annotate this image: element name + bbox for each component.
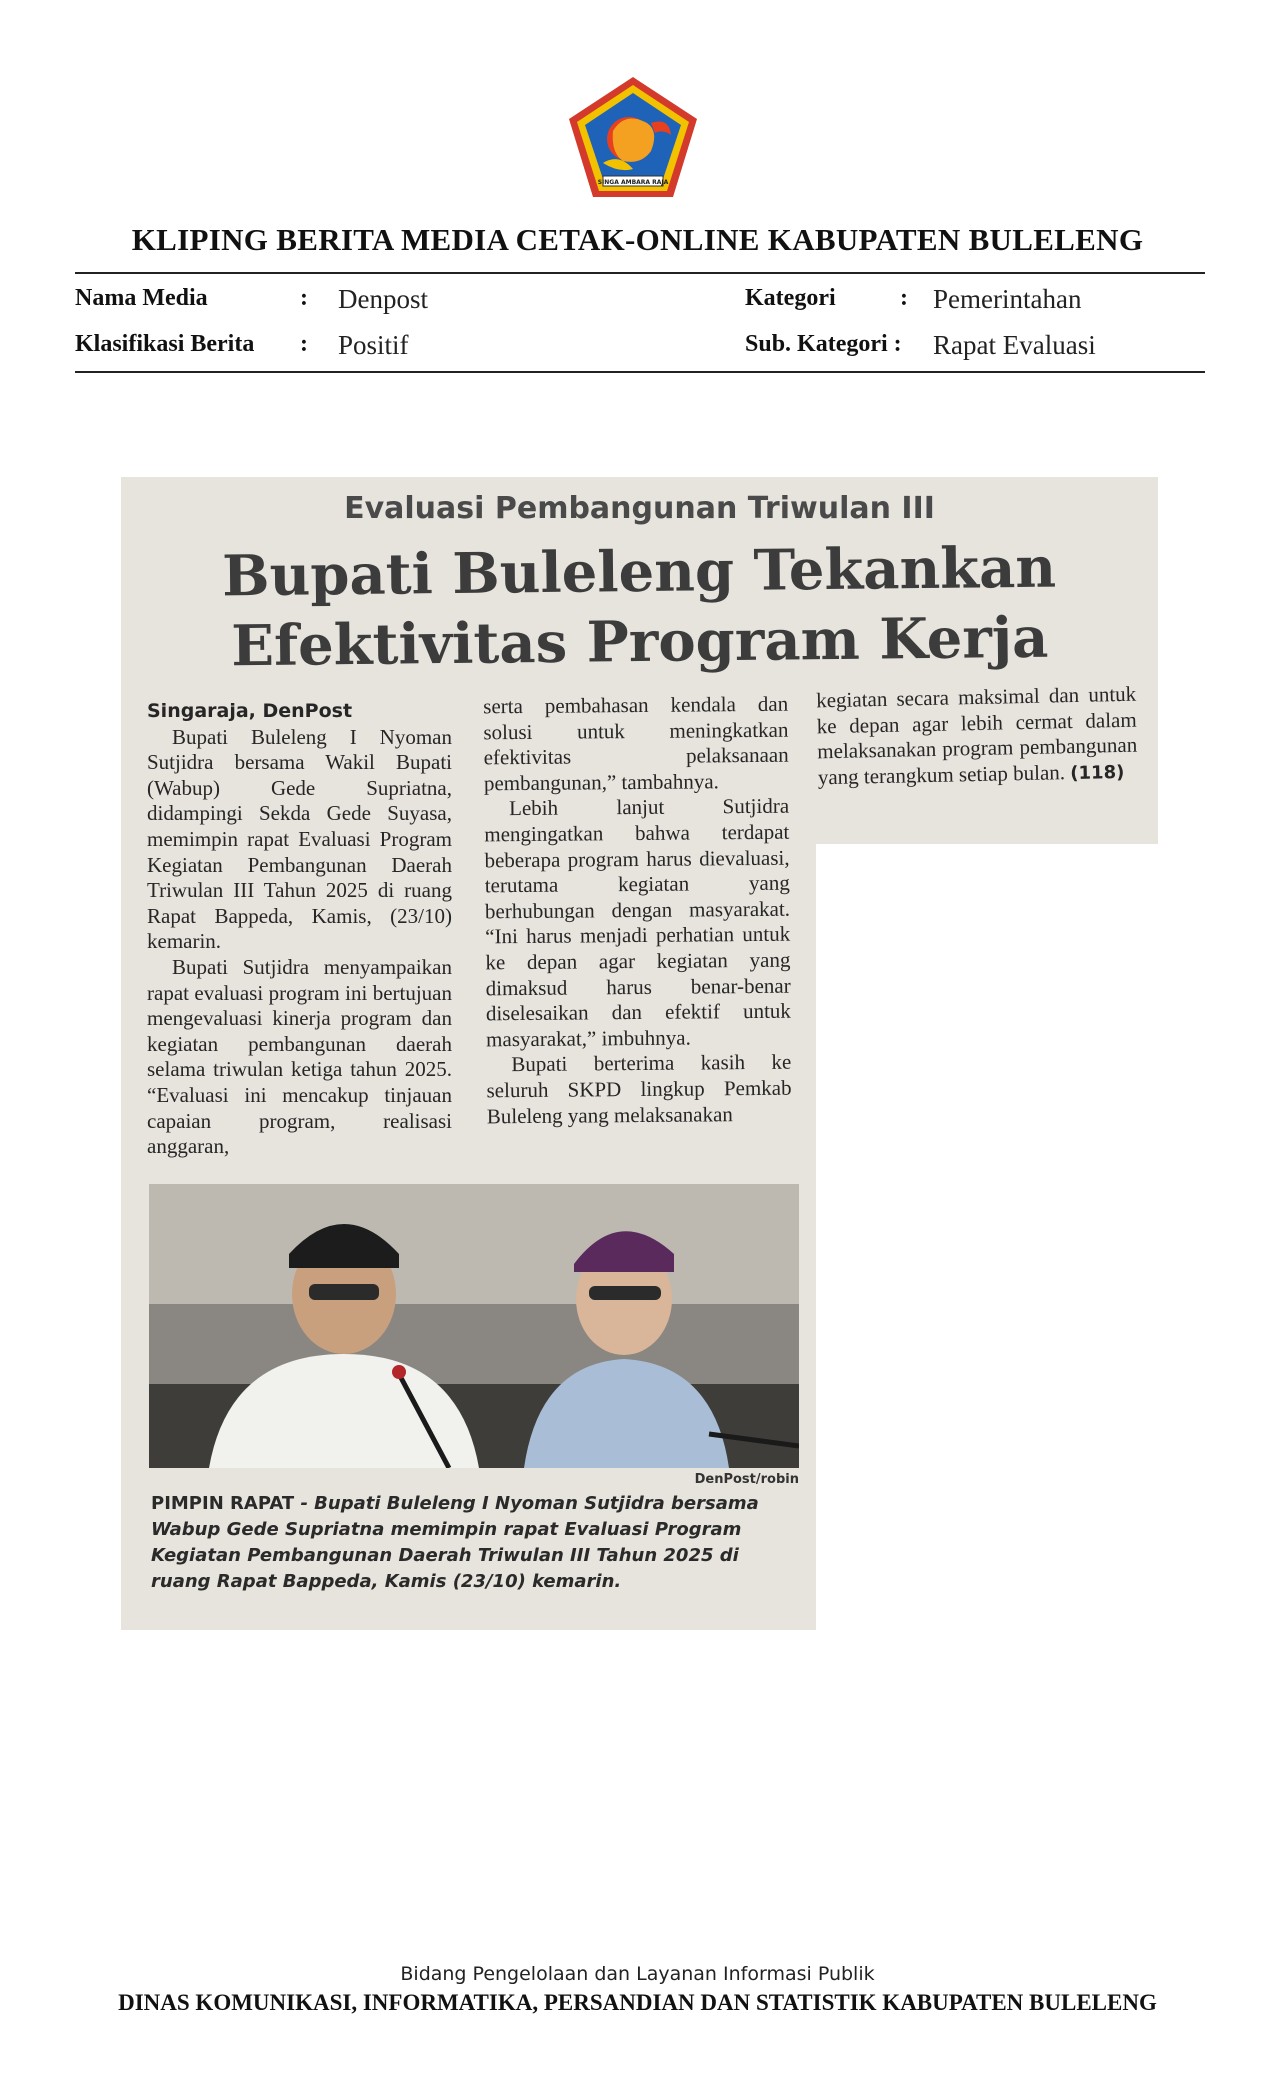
footer-title: DINAS KOMUNIKASI, INFORMATIKA, PERSANDIAN DAN STATISTIK KABUPATEN BULELENG — [118, 1990, 1157, 2015]
kategori-colon: : — [900, 285, 908, 311]
headline-line-1: Bupati Buleleng Tekankan — [221, 534, 1057, 610]
klasifikasi-label: Klasifikasi Berita — [75, 331, 255, 357]
nama-media-value: Denpost — [338, 284, 428, 314]
klasifikasi-value: Positif — [338, 330, 409, 360]
sub-kategori-label: Sub. Kategori : — [745, 331, 902, 357]
article-column-3 — [816, 682, 1138, 792]
article-kicker: Evaluasi Pembangunan Triwulan III — [344, 491, 935, 526]
kategori-value: Pemerintahan — [933, 284, 1082, 314]
crest-motto: SINGA AMBARA RAJA — [597, 179, 669, 186]
page-title: KLIPING BERITA MEDIA CETAK-ONLINE KABUPATEN BULELENG — [131, 222, 1144, 257]
col1-paragraph-1: Bupati Buleleng I Nyoman Sutjidra bersama Wakil Bupati (Wabup) Gede Supriatna, didampingi Sekda Gede Suyasa, memimpin rapat Evaluasi Program Kegiatan Pembangunan Daerah Triwulan III Tahun 2025 di ruang Rapat Bappeda, Kamis, (23/10) kemarin. — [147, 724, 452, 954]
photo-caption — [151, 1491, 801, 1595]
col2-paragraph-1: serta pembahasan kendala dan solusi untuk meningkatkan efektivitas pelaksanaan pembangunan,” tambahnya. — [483, 691, 789, 796]
article-headline — [120, 532, 1158, 683]
klasifikasi-colon: : — [300, 331, 308, 357]
meeting-photo — [149, 1184, 799, 1468]
buleleng-crest-icon — [563, 73, 703, 203]
col2-paragraph-3: Bupati berterima kasih ke seluruh SKPD lingkup Pemkab Buleleng yang melaksanakan — [486, 1049, 792, 1128]
headline-line-2: Efektivitas Program Kerja — [230, 604, 1049, 680]
photo-credit: DenPost/robin — [694, 1472, 799, 1487]
sub-kategori-value: Rapat Evaluasi — [933, 330, 1096, 360]
col1-paragraph-2: Bupati Sutjidra menyampaikan rapat evaluasi program ini bertujuan mengevaluasi kinerja program dan kegiatan pembangunan daerah selama triwulan ketiga tahun 2025. “Evaluasi ini mencakup tinjauan capaian program, realisasi anggaran, — [147, 954, 452, 1159]
nama-media-colon: : — [300, 285, 308, 311]
caption-body: - Bupati Buleleng I Nyoman Sutjidra bersama Wabup Gede Supriatna memimpin rapat Evaluasi Program Kegiatan Pembangunan Daerah Triwulan III Tahun 2025 di ruang Rapat Bappeda, Kamis (23/10) kemarin. — [151, 1493, 759, 1592]
article-signoff: (118) — [1070, 761, 1125, 784]
divider-top — [75, 272, 1205, 274]
article-column-1 — [147, 699, 452, 1160]
clipping-upper-panel — [121, 477, 1158, 1159]
footer-subtitle: Bidang Pengelolaan dan Layanan Informasi Publik — [400, 1963, 875, 1985]
article-column-2 — [483, 692, 792, 1130]
kategori-label: Kategori — [745, 285, 836, 311]
divider-bottom — [75, 371, 1205, 373]
article-dateline: Singaraja, DenPost — [147, 700, 353, 722]
col2-paragraph-2: Lebih lanjut Sutjidra mengingatkan bahwa terdapat beberapa program harus dievaluasi, terutama kegiatan yang berhubungan dengan masyarakat. “Ini harus menjadi perhatian untuk ke depan agar kegiatan yang dimaksud harus benar-benar diselesaikan dan efektif untuk masyarakat,” imbuhnya. — [484, 794, 791, 1052]
nama-media-label: Nama Media — [75, 285, 208, 311]
caption-lead: PIMPIN RAPAT — [151, 1493, 295, 1514]
col3-paragraph-1: kegiatan secara maksimal dan untuk ke depan agar lebih cermat dalam melaksanakan program pembangunan yang terangkum setiap bulan. — [815, 681, 1138, 790]
